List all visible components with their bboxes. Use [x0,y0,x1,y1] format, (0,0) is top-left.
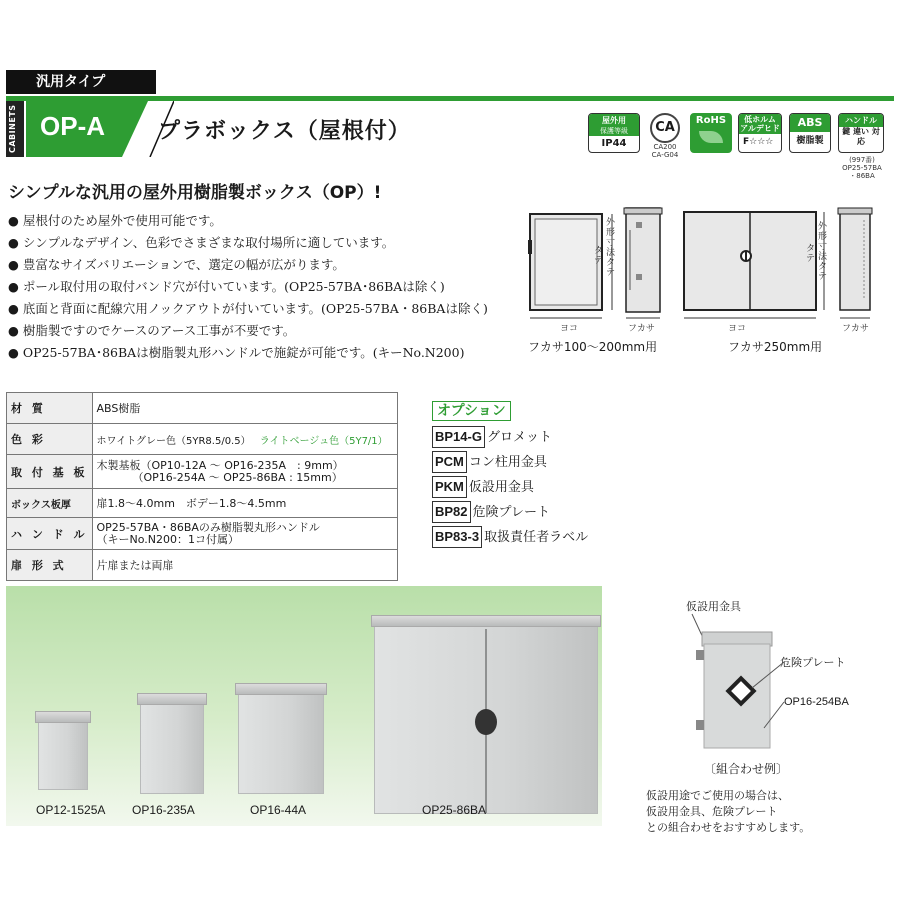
leaf-icon [699,131,723,143]
spec-value [92,455,398,489]
spec-value [92,424,398,455]
large-box-side [838,208,872,318]
option-name: 取扱責任者ラベル [484,530,589,545]
handle-line-2: （キーNo.N200：1コ付属） [96,532,239,546]
product-band [6,586,602,826]
dim-height-small: タテ [594,246,604,266]
formaldehyde-badge [738,113,782,153]
spec-label: 材 質 [7,393,93,424]
feature-item: ● 屋根付のため屋外で使用可能です。 [8,210,528,232]
product-title: プラボックス（屋根付） [158,119,411,144]
dimension-diagrams [524,200,900,340]
dim-height-outer-large: 外形寸法タテ [818,222,828,282]
table-row [7,489,398,518]
abs-title: ABS [790,114,830,132]
option-code: BP83-3 [432,526,482,548]
ca-badge [645,113,685,161]
outdoor-badge-rating: IP44 [601,138,627,149]
feature-item: ● 樹脂製ですのでケースのアース工事が不要です。 [8,320,528,342]
option-item [432,451,547,473]
formaldehyde-grade: F☆☆☆ [743,137,774,147]
product-label: OP16-44A [250,803,307,817]
dim-depth-large: フカサ [842,324,869,334]
handle-note-3: ・86BA [849,172,875,180]
table-row [7,550,398,581]
ca-code-2: CA-G04 [651,151,679,159]
feature-item: ● 豊富なサイズバリエーションで、選定の幅が広がります。 [8,254,528,276]
option-name: グロメット [486,430,552,445]
option-item [432,526,588,548]
model-code: OP-A [40,111,105,141]
feature-item: ● 底面と背面に配線穴用ノックアウトが付いています。(OP25-57BA・86BAは除く) [8,298,528,320]
spec-label: ハ ン ド ル [7,518,93,550]
feature-item: ● シンプルなデザイン、色彩でさまざまな取付場所に適しています。 [8,232,528,254]
dim-width-small: ヨコ [560,324,579,334]
diagram-caption-large: フカサ250mm用 [728,340,823,354]
option-name: 仮設用金具 [468,480,534,495]
option-item [432,501,550,523]
product-image-op12-1525a [38,718,88,790]
table-row [7,518,398,550]
outdoor-badge-title: 屋外用 [589,114,639,127]
abs-badge [789,113,831,153]
handle-note-1: (997番) [849,156,875,164]
spec-table [6,392,398,581]
feature-list [8,210,528,364]
dim-height-large: タテ [806,244,816,264]
category-tab: 汎用タイプ [6,70,156,94]
product-image-op16-44a [238,690,324,794]
spec-label: 色 彩 [7,424,93,455]
color-light-beige: ライトベージュ色（5Y7/1） [259,435,388,447]
product-image-op25-86ba [374,622,598,814]
combo-note-line: との組合わせをおすすめします。 [646,821,811,834]
option-code: BP14-G [432,426,485,448]
abs-sub: 樹脂製 [796,136,824,146]
product-label: OP12-1525A [36,803,106,817]
spec-value: 片扉または両扉 [92,550,398,581]
handle-note [830,156,894,180]
feature-item: ● OP25-57BA･86BAは樹脂製丸形ハンドルで施錠が可能です。(キーNo.N200) [8,342,528,364]
product-label: OP16-235A [132,803,195,817]
ca-mark-icon: CA [650,113,680,143]
spec-value: ABS樹脂 [92,393,398,424]
combo-bracket-label: 仮設用金具 [686,600,741,613]
combo-plate-label: 危険プレート [780,656,846,669]
feature-item: ● ポール取付用の取付バンド穴が付いています。(OP25-57BA･86BAは除く) [8,276,528,298]
rohs-badge [690,113,732,153]
handle-badge [838,113,884,153]
handle-title: ハンドル [839,114,883,127]
side-tab-label: CABINETS [8,104,17,153]
headline: シンプルな汎用の屋外用樹脂製ボックス（OP）! [8,183,382,203]
side-tab [6,101,24,157]
board-line-1: 木製基板（OP10-12A 〜 OP16-235A : 9mm） [96,458,344,472]
spec-label: 取 付 基 板 [7,455,93,489]
handle-line-1: OP25-57BA・86BAのみ樹脂製丸形ハンドル [96,520,320,534]
ca-code-1: CA200 [653,143,677,151]
option-name: 危険プレート [472,505,551,520]
combo-note-line: 仮設用途でご使用の場合は、 [646,789,789,802]
color-white-grey: ホワイトグレー色（5YR8.5/0.5） [96,435,251,447]
rohs-label: RoHS [695,115,727,126]
model-badge [26,101,148,157]
dim-height-outer-small: 外形寸法タテ [606,218,616,278]
combo-illustration [676,610,786,760]
option-item [432,476,534,498]
product-label: OP25-86BA [422,803,487,817]
option-code: BP82 [432,501,471,523]
board-line-2: （OP16-254A 〜 OP25-86BA : 15mm） [132,470,343,484]
large-box-front [684,212,824,318]
handle-sub: 鍵 違い 対応 [842,127,880,146]
spec-value [92,518,398,550]
combo-caption: 〔組合わせ例〕 [704,762,789,776]
dim-depth-small: フカサ [628,324,655,334]
options-title: オプション [432,401,511,421]
small-box-front [528,214,612,318]
option-item [432,426,552,448]
handle-note-2: OP25-57BA [842,164,882,172]
table-row [7,393,398,424]
diagram-caption-small: フカサ100〜200mm用 [528,340,658,354]
combo-note [646,788,810,836]
outdoor-badge-sub: 保護等級 [589,127,639,136]
product-image-op16-235a [140,700,204,794]
spec-label: 扉 形 式 [7,550,93,581]
formaldehyde-title: 低ホルム アルデヒド [740,115,780,133]
spec-value: 扉1.8〜4.0mm ボデー1.8〜4.5mm [92,489,398,518]
table-row [7,455,398,489]
small-box-side [624,208,662,318]
table-row [7,424,398,455]
option-code: PKM [432,476,467,498]
spec-label: ボックス板厚 [7,489,93,518]
option-code: PCM [432,451,467,473]
outdoor-badge [588,113,640,153]
option-name: コン柱用金具 [468,455,547,470]
combo-note-line: 仮設用金具、危険プレート [646,805,778,818]
dim-width-large: ヨコ [728,324,747,334]
combo-model-label: OP16-254BA [784,696,849,708]
